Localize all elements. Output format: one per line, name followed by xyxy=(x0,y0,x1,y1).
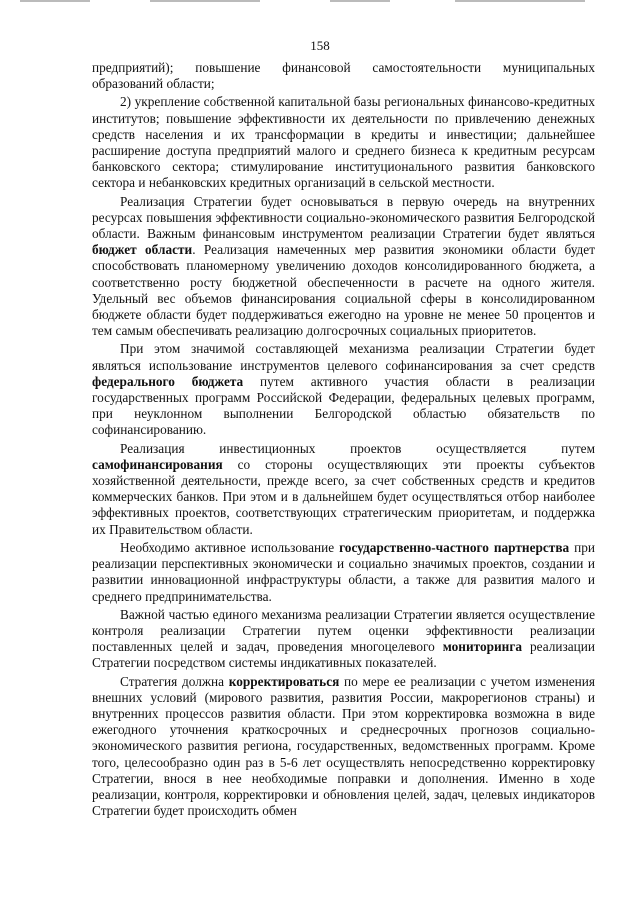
paragraph xyxy=(92,341,595,438)
bold-term: корректироваться xyxy=(228,673,340,689)
paragraph-text: реализации Стратегии посредством системы индикативных показателей. xyxy=(92,639,595,671)
bold-term: бюджет области xyxy=(92,242,193,258)
paragraph-text: . Реализация намеченных мер развития экономики области будет способствовать планомерному увеличению доходов консолидированного бюджета, а соответственно росту бюджетной обеспеченности в расчете на одного жителя. Удельный вес объемов финансирования социальной сферы в консолидированном бюджете области будет поддерживаться ежегодно на уровне не менее 50 процентов и тем самым обеспечивать реализацию долгосрочных социальных приоритетов. xyxy=(92,242,596,339)
paragraph-text: При этом значимой составляющей механизма реализации Стратегии будет являться использование инструментов целевого софинансирования за счет средств xyxy=(92,341,595,373)
paragraph xyxy=(92,441,595,538)
paragraph-text: при реализации перспективных экономически и социально значимых проектов, создании и развитии инновационной инфраструктуры области, а также для развития малого и среднего предпринимательства. xyxy=(92,539,595,604)
bold-term: государственно-частного партнерства xyxy=(339,539,570,555)
paragraph-text: путем активного участия области в реализации государственных программ Российской Федерации, федеральных целевых программ, при неуклонном выполнении Белгородской областью обязательств по софинансированию. xyxy=(92,373,595,438)
paragraph-text: по мере ее реализации с учетом изменения внешних условий (мирового развития, развития России, макрорегионов страны) и внутренних процессов развития области. При этом корректировка возможна в виде ежегодного уточнения краткосрочных и среднесрочных прогнозов социально-экономического развития региона, государственных, ведомственных программ. Кроме того, целесообразно один раз в 5-6 лет осуществлять непосредственно корректировку Стратегии, внося в нее необходимые поправки и дополнения. Именно в ходе реализации, контроля, корректировки и обновления целей, задач, целевых индикаторов Стратегии будет происходить обмен xyxy=(92,673,596,819)
paragraph-text: 2) укрепление собственной капитальной базы региональных финансово-кредитных институтов; повышение эффективности их деятельности по привлечению денежных средств населения и их трансформации в кредиты и инвестиции; дальнейшее расширение доступа предприятий малого и среднего бизнеса к кредитным ресурсам банковского сектора; стимулирование институционального развития банковского сектора и небанковских кредитных организаций в сельской местности. xyxy=(92,94,595,191)
paragraph-text: предприятий); повышение финансовой самостоятельности муниципальных образований области; xyxy=(92,60,595,92)
paragraph-text: со стороны осуществляющих эти проекты субъектов хозяйственной деятельности, прежде всего, за счет собственных средств и кредитов коммерческих банков. При этом и в дальнейшем будет осуществляться отбор наиболее эффективных проектов, соответствующих стратегическим приоритетам, и поддержка их Правительством области. xyxy=(92,456,595,537)
paragraph-text: Важной частью единого механизма реализации Стратегии является осуществление контроля реализации Стратегии путем оценки эффективности реализации поставленных целей и задач, проведения многоцелевого xyxy=(92,606,595,655)
paragraph xyxy=(92,607,595,672)
bold-term: самофинансирования xyxy=(92,456,223,472)
scan-edge-marks xyxy=(0,0,640,5)
paragraph xyxy=(92,540,595,605)
paragraph-text: Необходимо активное использование xyxy=(120,539,340,555)
paragraph-text: Реализация инвестиционных проектов осуществляется путем xyxy=(120,440,595,456)
page-number: 158 xyxy=(310,38,330,53)
bold-term: мониторинга xyxy=(442,639,523,655)
bold-term: федерального бюджета xyxy=(92,373,244,389)
paragraph xyxy=(92,194,595,340)
paragraph xyxy=(92,60,595,92)
paragraph xyxy=(92,94,595,191)
document-body xyxy=(92,60,595,819)
paragraph xyxy=(92,674,595,820)
paragraph-text: Стратегия должна xyxy=(120,673,229,689)
paragraph-text: Реализация Стратегии будет основываться в первую очередь на внутренних ресурсах повышения эффективности социально-экономического развития Белгородской области. Важным финансовым инструментом реализации Стратегии будет являться xyxy=(92,193,595,242)
